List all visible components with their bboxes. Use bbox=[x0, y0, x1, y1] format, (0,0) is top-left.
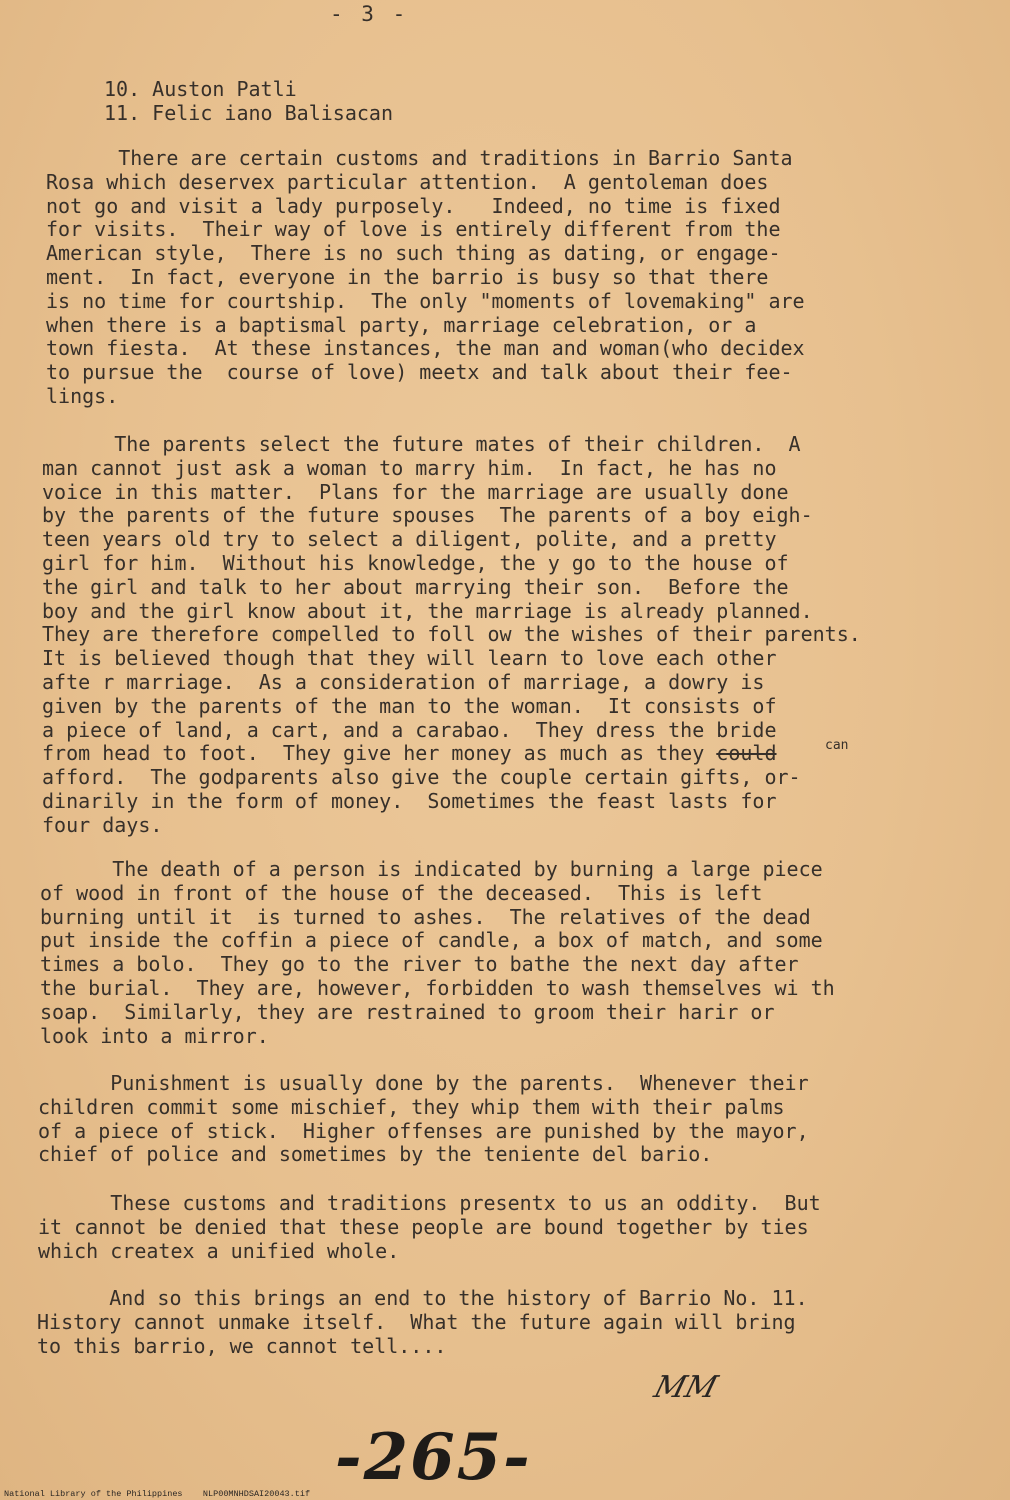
informant-list bbox=[104, 77, 393, 125]
text-line: when there is a baptismal party, marriage celebration, or a bbox=[46, 312, 757, 337]
text-line: afte r marriage. As a consideration of marriage, a dowry is bbox=[42, 669, 765, 694]
handwritten-insertion: can bbox=[825, 738, 849, 753]
text-line: teen years old try to select a diligent, polite, and a pretty bbox=[42, 527, 777, 552]
text-line: They are therefore compelled to foll ow the wishes of their parents. bbox=[42, 622, 861, 647]
paragraph-customs bbox=[46, 147, 805, 409]
text-line: It is believed though that they will learn to love each other bbox=[42, 646, 777, 671]
paragraph-marriage bbox=[42, 433, 861, 838]
struck-word: could bbox=[716, 741, 777, 766]
paragraph-punishment bbox=[38, 1072, 809, 1167]
handwritten-initials: MM bbox=[650, 1370, 722, 1405]
text-line: to pursue the course of love) meetx and talk about their fee- bbox=[46, 360, 793, 385]
informant-name: 11. Felic iano Balisacan bbox=[104, 101, 393, 125]
text-line: And so this brings an end to the history of Barrio No. 11. bbox=[37, 1286, 808, 1310]
text-line: American style, There is no such thing as dating, or engage- bbox=[46, 241, 781, 266]
page-number: - 3 - bbox=[330, 2, 409, 26]
archive-footer: National Library of the Philippines NLP00MNHDSAI20043.tif bbox=[4, 1489, 311, 1499]
text-line: These customs and traditions presentx to us an oddity. But bbox=[38, 1191, 821, 1215]
text-line: Rosa which deservex particular attention. A gentoleman does bbox=[46, 169, 769, 194]
text-line: for visits. Their way of love is entirely different from the bbox=[46, 217, 781, 242]
text-line: of wood in front of the house of the deceased. This is left bbox=[40, 880, 763, 905]
text-line: soap. Similarly, they are restrained to groom their harir or bbox=[40, 999, 775, 1024]
text-line: look into a mirror. bbox=[40, 1023, 269, 1048]
text-line: ment. In fact, everyone in the barrio is busy so that there bbox=[46, 264, 769, 289]
text-line: lings. bbox=[46, 383, 119, 408]
text-line: the burial. They are, however, forbidden to wash themselves wi th bbox=[40, 975, 835, 1000]
folio-number: -265- bbox=[335, 1420, 532, 1495]
text-line: man cannot just ask a woman to marry him. In fact, he has no bbox=[42, 455, 777, 480]
text-line: the girl and talk to her about marrying their son. Before the bbox=[42, 574, 789, 599]
text-line: times a bolo. They go to the river to bathe the next day after bbox=[40, 952, 799, 977]
text-line: girl for him. Without his knowledge, the y go to the house of bbox=[42, 550, 789, 575]
text-line: it cannot be denied that these people are bound together by ties bbox=[38, 1214, 809, 1239]
text-line: The parents select the future mates of their children. A bbox=[42, 432, 801, 456]
paragraph-conclusion bbox=[37, 1287, 808, 1358]
text-line: is no time for courtship. The only "moments of lovemaking" are bbox=[46, 288, 805, 313]
paragraph-death bbox=[40, 858, 835, 1048]
text-line: boy and the girl know about it, the marriage is already planned. bbox=[42, 598, 813, 623]
text-line: put inside the coffin a piece of candle, a box of match, and some bbox=[40, 928, 823, 953]
text-line: dinarily in the form of money. Sometimes the feast lasts for bbox=[42, 788, 777, 813]
text-line: given by the parents of the man to the woman. It consists of bbox=[42, 693, 777, 718]
text-line: There are certain customs and traditions in Barrio Santa bbox=[46, 146, 793, 170]
text-line: not go and visit a lady purposely. Indeed, no time is fixed bbox=[46, 193, 781, 218]
text-line: The death of a person is indicated by burning a large piece bbox=[40, 857, 823, 881]
text-line: burning until it is turned to ashes. The relatives of the dead bbox=[40, 904, 811, 929]
text-line: children commit some mischief, they whip them with their palms bbox=[38, 1094, 785, 1119]
text-line: afford. The godparents also give the couple certain gifts, or- bbox=[42, 765, 801, 790]
text-line: which createx a unified whole. bbox=[38, 1238, 400, 1263]
text-line: of a piece of stick. Higher offenses are punished by the mayor, bbox=[38, 1118, 809, 1143]
text-line: History cannot unmake itself. What the future again will bring bbox=[37, 1309, 796, 1334]
text-line: Punishment is usually done by the parents. Whenever their bbox=[38, 1071, 809, 1095]
text-line: town fiesta. At these instances, the man and woman(who decidex bbox=[46, 336, 805, 361]
text-line: to this barrio, we cannot tell.... bbox=[37, 1333, 447, 1358]
text-line: a piece of land, a cart, and a carabao. They dress the bride bbox=[42, 717, 777, 742]
informant-name: 10. Auston Patli bbox=[104, 77, 297, 101]
text-line: voice in this matter. Plans for the marriage are usually done bbox=[42, 479, 789, 504]
text-line: by the parents of the future spouses The parents of a boy eigh- bbox=[42, 503, 813, 528]
text-line: four days. bbox=[42, 812, 163, 837]
text-line: from head to foot. They give her money as much as they could bbox=[42, 741, 777, 766]
text-line: chief of police and sometimes by the teniente del bario. bbox=[38, 1142, 713, 1167]
paragraph-oddity bbox=[38, 1192, 821, 1263]
